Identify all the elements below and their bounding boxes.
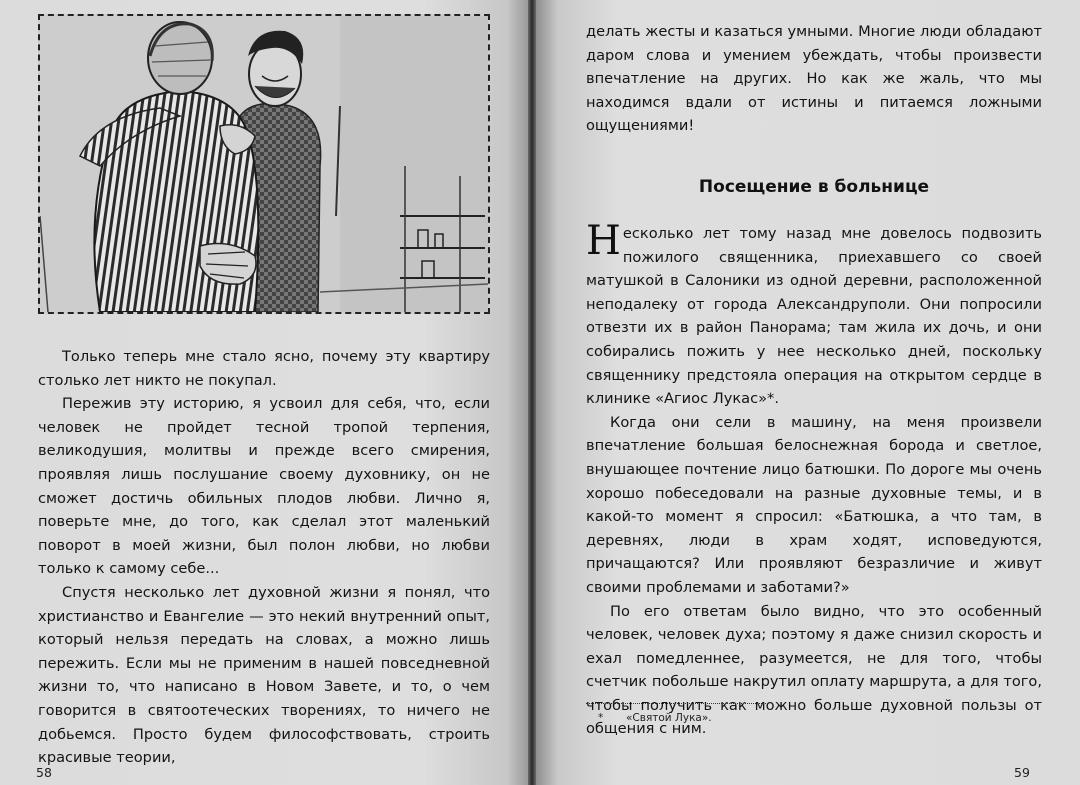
paragraph: Только теперь мне стало ясно, почему эту квартиру столько лет никто не покупал.: [38, 348, 490, 389]
right-page-continuation: [586, 20, 1042, 138]
paragraph: Спустя несколько лет духовной жизни я понял, что христианство и Евангелие — это некий внутренний опыт, который нельзя передать на словах, а можно лишь пережить. Если мы не применим в нашей повседневной жизни то, что написано в Новом Завете, и то, о чем говорится в святоотеческих творениях, то ничего не добьемся. Просто будем философствовать, строить красивые теории,: [38, 583, 490, 767]
left-page-text: [38, 345, 490, 770]
paragraph: По его ответам было видно, что это особенный человек, человек духа; поэтому я даже снизил скорость и ехал помедленнее, разумеется, не для того, чтобы счетчик побольше накрутил оплату маршрута, а для того, чтобы получить как можно больше духовной пользы от общения с ним.: [586, 602, 1042, 738]
first-paragraph: [586, 218, 1042, 411]
paragraph: Пережив эту историю, я усвоил для себя, что, если человек не пройдет тесной тропой терпения, великодушия, молитвы и прежде всего смирения, проявляя лишь послушание своему духовнику, он не сможет достичь обильных плодов любви. Лично я, поверьте мне, до того, как сделал этот маленький поворот в моей жизни, был полон любви, но любви только к самому себе...: [38, 395, 490, 578]
paragraph: делать жесты и казаться умными. Многие люди обладают даром слова и умением убеждать, чтобы произвести впечатление на других. Но как же жаль, что мы находимся вдали от истины и питаемся ложными ощущениями!: [586, 23, 1042, 135]
illustration: [38, 14, 490, 314]
page-number-right: 59: [1014, 765, 1030, 780]
left-page: [0, 0, 528, 785]
first-paragraph-text: есколько лет тому назад мне довелось подвозить пожилого священника, приехавшего со своей матушкой в Салоники из одной деревни, расположенной неподалеку от города Александруполи. Они попросили отвезти их в район Панорама; там жила их дочь, и они собирались пожить у нее несколько дней, поскольку священнику предстояла операция на открытом сердце в клинике «Агиос Лукас»*.: [586, 225, 1042, 408]
chapter-heading: Посещение в больнице: [698, 177, 930, 197]
footnote-mark: *: [598, 712, 604, 724]
drop-cap: Н: [586, 218, 621, 264]
footnote-text: «Святой Лука».: [626, 712, 712, 724]
footnote: [598, 712, 712, 724]
paragraph: Когда они сели в машину, на меня произвели впечатление большая белоснежная борода и светлое, внушающее почтение лицо батюшки. По дороге мы очень хорошо побеседовали на разные духовные темы, и в какой-то момент я спросил: «Батюшка, а что там, в деревнях, люди в храм ходят, исповедуются, причащаются? Или проявляют безразличие и живут своими проблемами и заботами?»: [586, 413, 1042, 596]
right-page-text: [586, 218, 1042, 741]
page-number-left: 58: [36, 765, 52, 780]
footnote-divider: [586, 703, 766, 704]
hug-sketch: [40, 16, 488, 312]
book-gutter: [528, 0, 536, 785]
